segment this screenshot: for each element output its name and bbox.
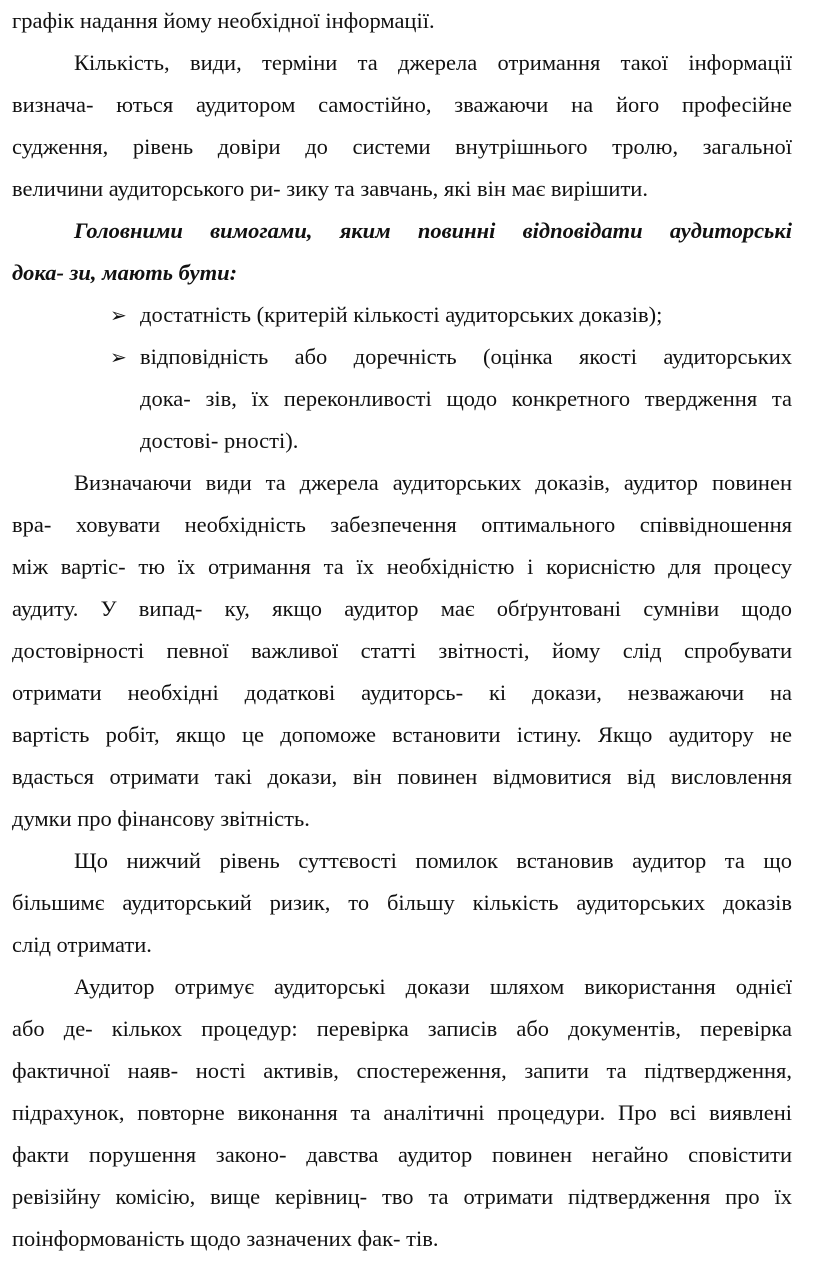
bullet-item bbox=[12, 336, 792, 378]
paragraph-line: між вартіс- тю їх отримання та їх необхідністю і корисністю для процесу bbox=[12, 554, 792, 579]
text-line: визнача- ються аудитором самостійно, зважаючи на його професійне bbox=[12, 92, 792, 117]
bullet-item bbox=[12, 294, 792, 336]
paragraph-line: слід отримати. bbox=[12, 932, 152, 957]
bullet-text: достові- рності). bbox=[140, 428, 299, 453]
text-line: графік надання йому необхідної інформації. bbox=[12, 8, 435, 33]
paragraph-line: вдасться отримати такі докази, він повинен відмовитися від висловлення bbox=[12, 764, 792, 789]
section-heading: Головними вимогами, яким повинні відповідати аудиторські bbox=[74, 218, 792, 243]
paragraph-line: думки про фінансову звітність. bbox=[12, 806, 310, 831]
paragraph-line: отримати необхідні додаткові аудиторсь- кі докази, незважаючи на bbox=[12, 680, 792, 705]
paragraph-line: ревізійну комісію, вище керівниц- тво та отримати підтвердження про їх bbox=[12, 1184, 792, 1209]
text-line: величини аудиторського ри- зику та завчань, які він має вирішити. bbox=[12, 176, 648, 201]
arrow-bullet-icon: ➢ bbox=[110, 303, 127, 327]
paragraph-line: Визначаючи види та джерела аудиторських доказів, аудитор повинен bbox=[74, 470, 792, 495]
paragraph-line: більшимє аудиторський ризик, то більшу кількість аудиторських доказів bbox=[12, 890, 792, 915]
paragraph-line: достовірності певної важливої статті звітності, йому слід спробувати bbox=[12, 638, 792, 663]
paragraph-line: вра- ховувати необхідність забезпечення оптимального співвідношення bbox=[12, 512, 792, 537]
paragraph-line: поінформованість щодо зазначених фак- тів. bbox=[12, 1226, 439, 1251]
arrow-bullet-icon: ➢ bbox=[110, 345, 127, 369]
section-heading: дока- зи, мають бути: bbox=[12, 260, 238, 285]
paragraph-line: Що нижчий рівень суттєвості помилок встановив аудитор та що bbox=[74, 848, 792, 873]
paragraph-line: підрахунок, повторне виконання та аналітичні процедури. Про всі виявлені bbox=[12, 1100, 792, 1125]
paragraph-line: фактичної наяв- ності активів, спостереження, запити та підтвердження, bbox=[12, 1058, 792, 1083]
bullet-text: відповідність або доречність (оцінка якості аудиторських bbox=[140, 344, 792, 369]
paragraph-line: аудиту. У випад- ку, якщо аудитор має обґрунтовані сумніви щодо bbox=[12, 596, 792, 621]
text-line: Кількість, види, терміни та джерела отримання такої інформації bbox=[74, 50, 792, 75]
paragraph-line: або де- кількох процедур: перевірка записів або документів, перевірка bbox=[12, 1016, 792, 1041]
bullet-text: достатність (критерій кількості аудиторських доказів); bbox=[140, 302, 663, 327]
paragraph-line: вартість робіт, якщо це допоможе встановити істину. Якщо аудитору не bbox=[12, 722, 792, 747]
text-line: судження, рівень довіри до системи внутрішнього тролю, загальної bbox=[12, 134, 792, 159]
paragraph-line: Аудитор отримує аудиторські докази шляхом використання однієї bbox=[74, 974, 792, 999]
document-page bbox=[12, 0, 792, 1260]
paragraph-line: факти порушення законо- давства аудитор повинен негайно сповістити bbox=[12, 1142, 792, 1167]
bullet-text: дока- зів, їх переконливості щодо конкретного твердження та bbox=[140, 386, 792, 411]
